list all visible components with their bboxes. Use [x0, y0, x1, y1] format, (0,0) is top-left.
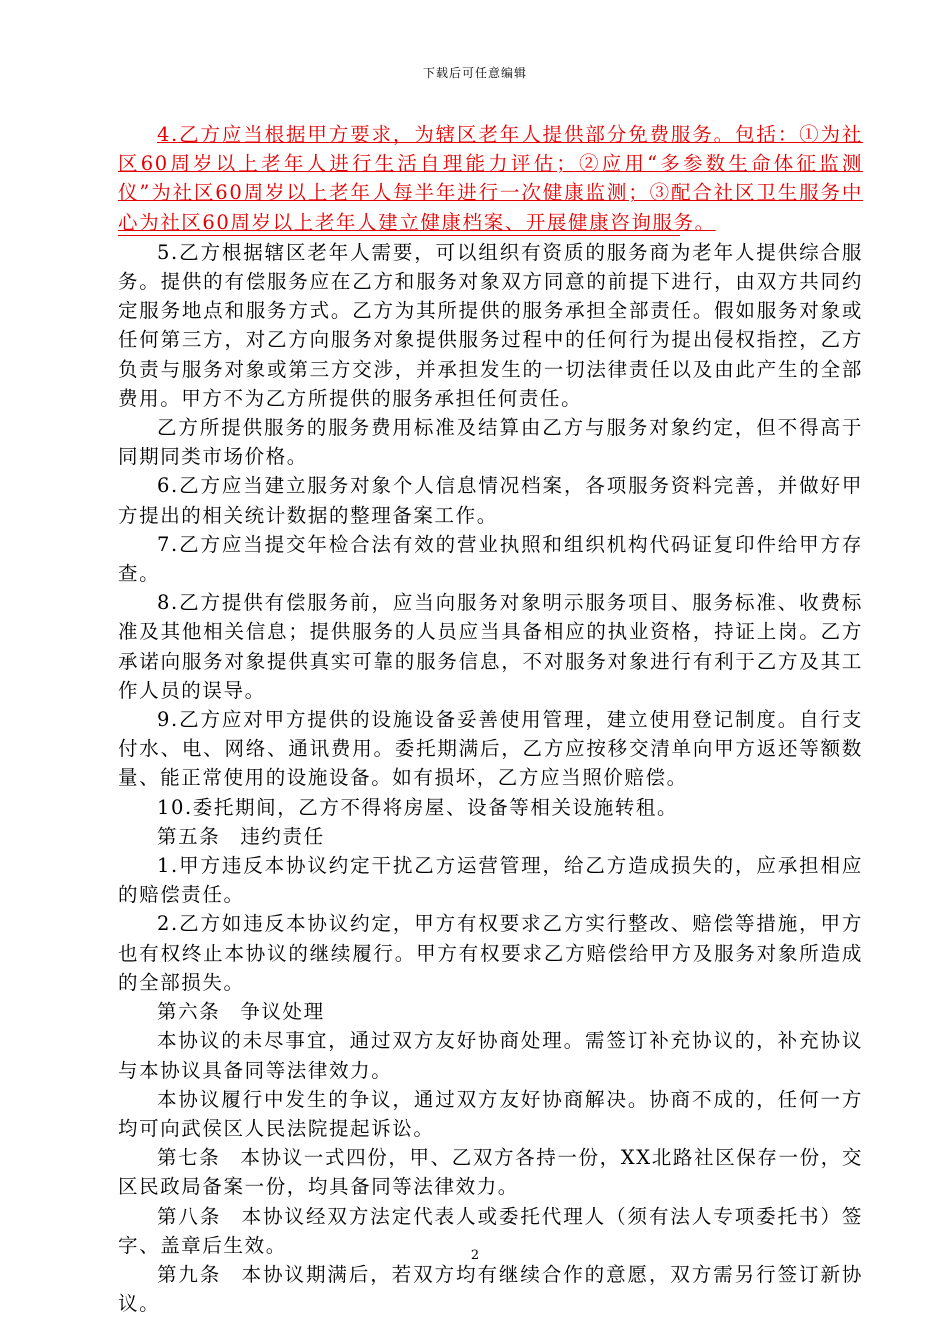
- article-5-label: 第五条: [157, 824, 221, 848]
- article-6-label: 第六条: [157, 1000, 221, 1024]
- article-7-text: 本协议一式四份，甲、乙双方各持一份，XX北路社区保存一份，交区民政局备案一份，均具备同等法律效力。: [118, 1146, 863, 1199]
- article-8-label: 第八条: [157, 1204, 222, 1228]
- clause-5-comprehensive-services: 5.乙方根据辖区老年人需要，可以组织有资质的服务商为老年人提供综合服务。提供的有偿服务应在乙方和服务对象双方同意的前提下进行，由双方共同约定服务地点和服务方式。乙方为其所提供的服务承担全部责任。假如服务对象或任何第三方，对乙方向服务对象提供服务过程中的任何行为提出侵权指控，乙方负责与服务对象或第三方交涉，并承担发生的一切法律责任以及由此产生的全部费用。甲方不为乙方所提供的服务承担任何责任。: [118, 240, 863, 410]
- clause-10-no-sublease: 10.委托期间，乙方不得将房屋、设备等相关设施转租。: [157, 795, 679, 819]
- article-6-heading: [118, 997, 863, 1026]
- article-5-item-1: 1.甲方违反本协议约定干扰乙方运营管理，给乙方造成损失的，应承担相应的赔偿责任。: [118, 854, 863, 907]
- clause-4-free-services: 4.乙方应当根据甲方要求，为辖区老年人提供部分免费服务。包括：①为社区60周岁以上老年人进行生活自理能力评估；②应用“多参数生命体征监测仪”为社区60周岁以上老年人每半年进行一次健康监测；③配合社区卫生服务中心为社区60周岁以上老年人建立健康档案、开展健康咨询服务。: [118, 123, 863, 234]
- page-header: 下载后可任意编辑: [422, 66, 527, 80]
- article-9-text: 本协议期满后，若双方均有继续合作的意愿，双方需另行签订新协议。: [118, 1262, 863, 1316]
- clause-7-license: 7.乙方应当提交年检合法有效的营业执照和组织机构代码证复印件给甲方存查。: [118, 532, 863, 586]
- page-number: 2: [470, 1248, 480, 1263]
- clause-5-fee-standard: 乙方所提供服务的服务费用标准及结算由乙方与服务对象约定，但不得高于同期同类市场价格。: [118, 416, 863, 469]
- article-5-title: 违约责任: [240, 824, 325, 848]
- article-5-heading: [118, 822, 863, 851]
- clause-9-facilities: 9.乙方应对甲方提供的设施设备妥善使用管理，建立使用登记制度。自行支付水、电、网络、通讯费用。委托期满后，乙方应按移交清单向甲方返还等额数量、能正常使用的设施设备。如有损坏，乙方应当照价赔偿。: [118, 708, 863, 790]
- article-7-label: 第七条: [157, 1146, 221, 1170]
- article-8-text: 本协议经双方法定代表人或委托代理人（须有法人专项委托书）签字、盖章后生效。: [118, 1204, 863, 1257]
- article-9-label: 第九条: [157, 1262, 222, 1286]
- article-6-item-1: 本协议的未尽事宜，通过双方友好协商处理。需签订补充协议的，补充协议与本协议具备同等法律效力。: [118, 1029, 863, 1082]
- red-underline-rule: [118, 235, 680, 236]
- document-body: [118, 120, 863, 1318]
- clause-8-paid-services: 8.乙方提供有偿服务前，应当向服务对象明示服务项目、服务标准、收费标准及其他相关信息；提供服务的人员应当具备相应的执业资格，持证上岗。乙方承诺向服务对象提供真实可靠的服务信息，不对服务对象进行有利于乙方及其工作人员的误导。: [118, 591, 863, 702]
- article-7: [118, 1143, 863, 1201]
- article-5-item-2: 2.乙方如违反本协议约定，甲方有权要求乙方实行整改、赔偿等措施，甲方也有权终止本协议的继续履行。甲方有权要求乙方赔偿给甲方及服务对象所造成的全部损失。: [118, 912, 863, 994]
- article-9: [118, 1260, 863, 1318]
- article-6-item-2: 本协议履行中发生的争议，通过双方友好协商解决。协商不成的，任何一方均可向武侯区人民法院提起诉讼。: [118, 1087, 863, 1140]
- article-6-title: 争议处理: [240, 1000, 325, 1024]
- clause-6-records: 6.乙方应当建立服务对象个人信息情况档案，各项服务资料完善，并做好甲方提出的相关统计数据的整理备案工作。: [118, 474, 863, 527]
